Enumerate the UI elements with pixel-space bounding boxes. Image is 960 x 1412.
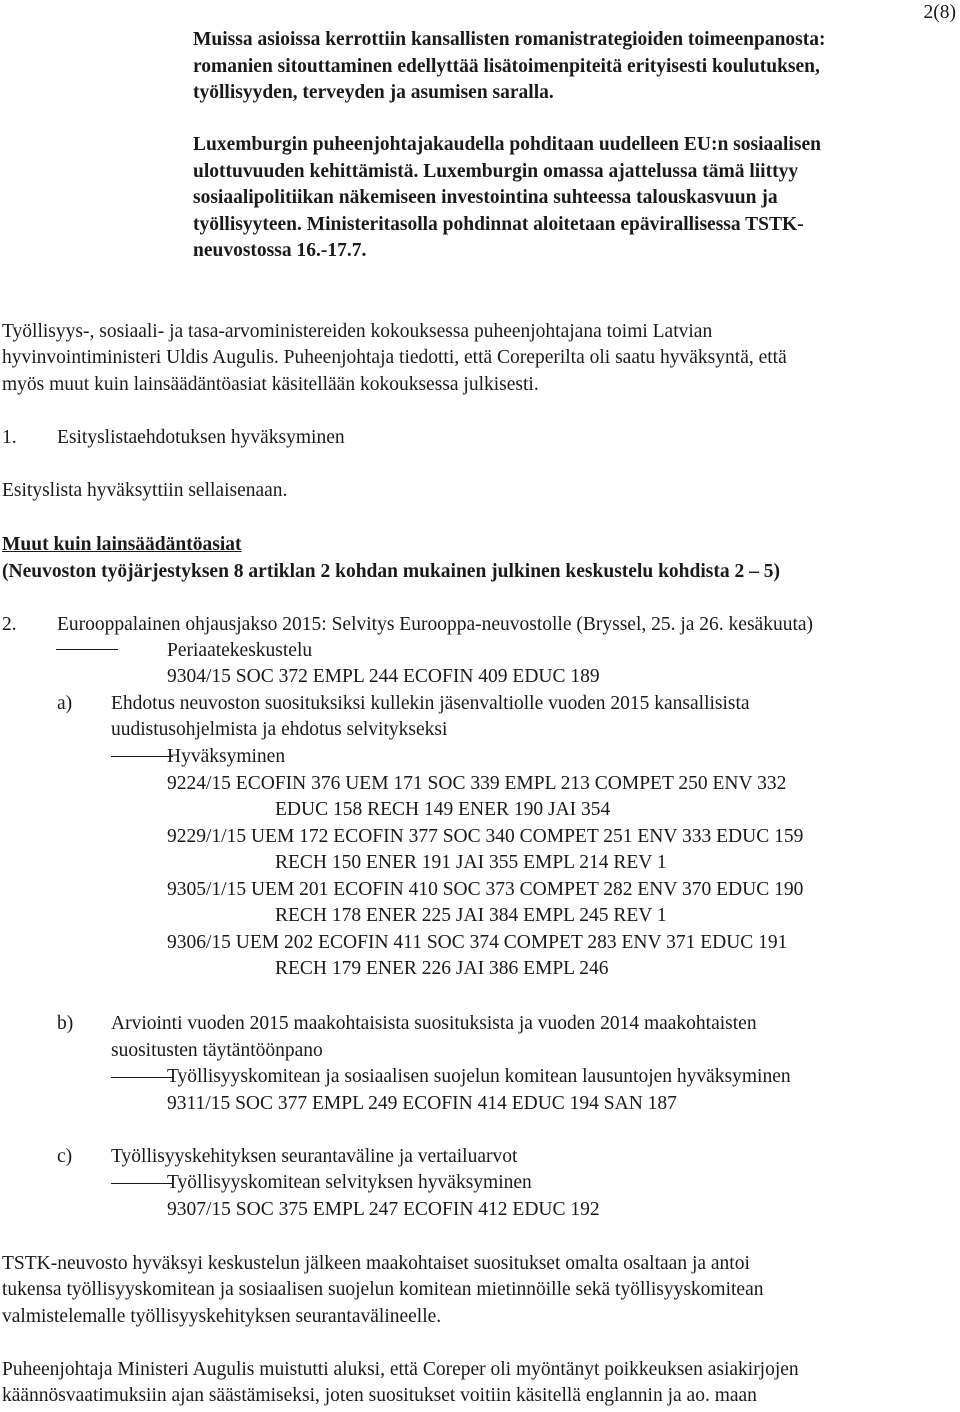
lux-line-3: sosiaalipolitiikan näkemiseen investointina suhteessa talouskasvuun ja (193, 187, 778, 208)
agenda-approved-text: Esityslista hyväksyttiin sellaisenaan. (2, 480, 288, 501)
council-line-3: valmistelemalle työllisyyskehityksen seurantavälineelle. (2, 1306, 442, 1327)
dash-bullet (111, 1077, 173, 1078)
lux-line-2: ulottuvuuden kehittämistä. Luxemburgin omassa ajattelussa tämä liittyy (193, 161, 799, 182)
final-line-1: Puheenjohtaja Ministeri Augulis muistutti aluksi, että Coreper oli myöntänyt poikkeuksen asiakirjojen (2, 1359, 799, 1380)
sub-item-b-line-1: Arviointi vuoden 2015 maakohtaisista suosituksista ja vuoden 2014 maakohtaisten (111, 1013, 757, 1034)
non-legislative-heading: Muut kuin lainsäädäntöasiat (2, 534, 242, 555)
lux-line-5: neuvostossa 16.-17.7. (193, 240, 367, 261)
dash-bullet (56, 649, 118, 650)
dash-bullet (111, 1183, 173, 1184)
sub-item-a-action: Hyväksyminen (167, 746, 286, 767)
sub-item-a-line-1: Ehdotus neuvoston suosituksiksi kullekin jäsenvaltiolle vuoden 2015 kansallisista (111, 693, 750, 714)
item-1-title: Esityslistaehdotuksen hyväksyminen (57, 427, 345, 448)
doc-reference: 9229/1/15 UEM 172 ECOFIN 377 SOC 340 COMPET 251 ENV 333 EDUC 159 (167, 826, 804, 847)
chair-line-2: hyvinvointiministeri Uldis Augulis. Puheenjohtaja tiedotti, että Coreperilta oli saatu hyväksyntä, että (2, 347, 787, 368)
intro-line-3: työllisyyden, terveyden ja asumisen saralla. (193, 82, 554, 103)
item-2-title: Eurooppalainen ohjausjakso 2015: Selvitys Eurooppa-neuvostolle (Bryssel, 25. ja 26. kesäkuuta) (57, 614, 814, 635)
doc-reference: 9306/15 UEM 202 ECOFIN 411 SOC 374 COMPET 283 ENV 371 EDUC 191 (167, 932, 788, 953)
page-number: 2(8) (923, 2, 956, 23)
council-line-2: tukensa työllisyyskomitean ja sosiaalisen suojelun komitean mietinnöille sekä työllisyyskomitean (2, 1279, 764, 1300)
policy-debate-doc: 9304/15 SOC 372 EMPL 244 ECOFIN 409 EDUC 189 (167, 666, 600, 687)
sub-item-b-action: Työllisyyskomitean ja sosiaalisen suojelun komitean lausuntojen hyväksyminen (167, 1066, 791, 1087)
final-line-2: käännösvaatimuksiin ajan säästämiseksi, joten suositukset voitiin käsitellä englannin ja ao. maan (2, 1385, 757, 1406)
doc-reference-continued: RECH 179 ENER 226 JAI 386 EMPL 246 (275, 958, 609, 979)
lux-line-4: työllisyyteen. Ministeritasolla pohdinnat aloitetaan epävirallisessa TSTK- (193, 214, 804, 235)
sub-item-c-action: Työllisyyskomitean selvityksen hyväksyminen (167, 1172, 532, 1193)
chair-line-1: Työllisyys-, sosiaali- ja tasa-arvoministereiden kokouksessa puheenjohtajana toimi Latvian (2, 321, 713, 342)
sub-item-a-line-2: uudistusohjelmista ja ehdotus selvitykseksi (111, 719, 448, 740)
doc-reference-continued: RECH 178 ENER 225 JAI 384 EMPL 245 REV 1 (275, 905, 667, 926)
non-legislative-subheading: (Neuvoston työjärjestyksen 8 artiklan 2 kohdan mukainen julkinen keskustelu kohdista 2 – 5) (2, 561, 780, 582)
doc-reference: 9224/15 ECOFIN 376 UEM 171 SOC 339 EMPL 213 COMPET 250 ENV 332 (167, 773, 787, 794)
sub-item-a-label: a) (57, 693, 73, 714)
item-2-number: 2. (2, 614, 17, 635)
doc-reference-continued: RECH 150 ENER 191 JAI 355 EMPL 214 REV 1 (275, 852, 667, 873)
sub-item-b-line-2: suositusten täytäntöönpano (111, 1040, 323, 1061)
chair-line-3: myös muut kuin lainsäädäntöasiat käsitellään kokouksessa julkisesti. (2, 374, 539, 395)
doc-reference: 9305/1/15 UEM 201 ECOFIN 410 SOC 373 COMPET 282 ENV 370 EDUC 190 (167, 879, 804, 900)
dash-bullet (111, 756, 173, 757)
item-1-number: 1. (2, 427, 17, 448)
sub-item-b-label: b) (57, 1013, 74, 1034)
intro-line-1: Muissa asioissa kerrottiin kansallisten romanistrategioiden toimeenpanosta: (193, 29, 826, 50)
doc-reference: 9307/15 SOC 375 EMPL 247 ECOFIN 412 EDUC 192 (167, 1199, 600, 1220)
council-line-1: TSTK-neuvosto hyväksyi keskustelun jälkeen maakohtaiset suositukset omalta osaltaan ja antoi (2, 1253, 750, 1274)
doc-reference: 9311/15 SOC 377 EMPL 249 ECOFIN 414 EDUC 194 SAN 187 (167, 1093, 677, 1114)
doc-reference-continued: EDUC 158 RECH 149 ENER 190 JAI 354 (275, 799, 611, 820)
lux-line-1: Luxemburgin puheenjohtajakaudella pohditaan uudelleen EU:n sosiaalisen (193, 134, 821, 155)
sub-item-c-label: c) (57, 1146, 73, 1167)
policy-debate-label: Periaatekeskustelu (167, 640, 313, 661)
sub-item-c-line: Työllisyyskehityksen seurantaväline ja vertailuarvot (111, 1146, 518, 1167)
intro-line-2: romanien sitouttaminen edellyttää lisätoimenpiteitä erityisesti koulutuksen, (193, 56, 820, 77)
